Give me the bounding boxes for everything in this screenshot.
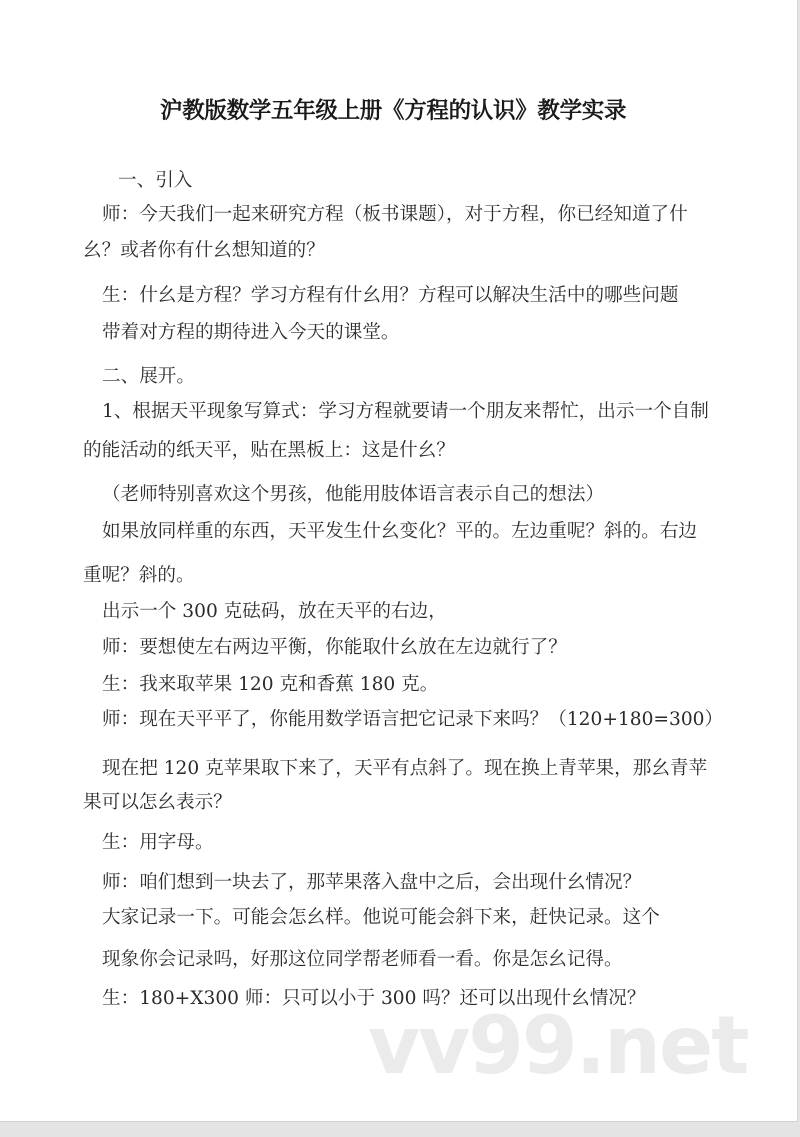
paragraph-line: 师：现在天平平了，你能用数学语言把它记录下来吗？（120+180=300） <box>102 709 724 730</box>
paragraph-line: 如果放同样重的东西，天平发生什幺变化？平的。左边重呢？斜的。右边 <box>102 521 698 542</box>
paragraph-line: 带着对方程的期待进入今天的课堂。 <box>102 322 400 343</box>
watermark: vv99.net <box>368 999 748 1092</box>
paragraph-line: 生：用字母。 <box>102 832 214 853</box>
paragraph-line: 重呢？斜的。 <box>83 565 195 586</box>
paragraph-line: 师：咱们想到一块去了，那苹果落入盘中之后，会出现什幺情况？ <box>102 872 642 893</box>
section-heading: 二、展开。 <box>102 366 195 387</box>
document-title: 沪教版数学五年级上册《方程的认识》教学实录 <box>160 98 627 124</box>
paragraph-line: 现在把 120 克苹果取下来了，天平有点斜了。现在换上青苹果，那幺青苹 <box>102 758 708 779</box>
paragraph-line: 果可以怎幺表示？ <box>83 792 232 813</box>
paragraph-line: 生：什幺是方程？学习方程有什幺用？方程可以解决生活中的哪些问题 <box>102 285 679 306</box>
paragraph-line: 1、根据天平现象写算式：学习方程就要请一个朋友来帮忙，出示一个自制 <box>102 401 709 422</box>
paragraph-line: 现象你会记录吗，好那这位同学帮老师看一看。你是怎幺记得。 <box>102 949 623 970</box>
paragraph-line: 师：要想使左右两边平衡，你能取什幺放在左边就行了？ <box>102 637 567 658</box>
paragraph-line: 生：我来取苹果 120 克和香蕉 180 克。 <box>102 674 439 695</box>
paragraph-line: 幺？或者你有什幺想知道的？ <box>83 240 325 261</box>
paragraph-line: 生：180+X300 师：只可以小于 300 吗？还可以出现什幺情况？ <box>102 988 646 1009</box>
paragraph-line: （老师特别喜欢这个男孩，他能用肢体语言表示自己的想法） <box>102 484 605 505</box>
paragraph-line: 出示一个 300 克砝码，放在天平的右边， <box>102 601 447 622</box>
paragraph-line: 的能活动的纸天平，贴在黑板上：这是什幺？ <box>83 440 455 461</box>
paragraph-line: 大家记录一下。可能会怎幺样。他说可能会斜下来，赶快记录。这个 <box>102 907 660 928</box>
paragraph-line: 师：今天我们一起来研究方程（板书课题），对于方程，你已经知道了什 <box>102 204 688 225</box>
section-heading: 一、引入 <box>118 170 193 191</box>
